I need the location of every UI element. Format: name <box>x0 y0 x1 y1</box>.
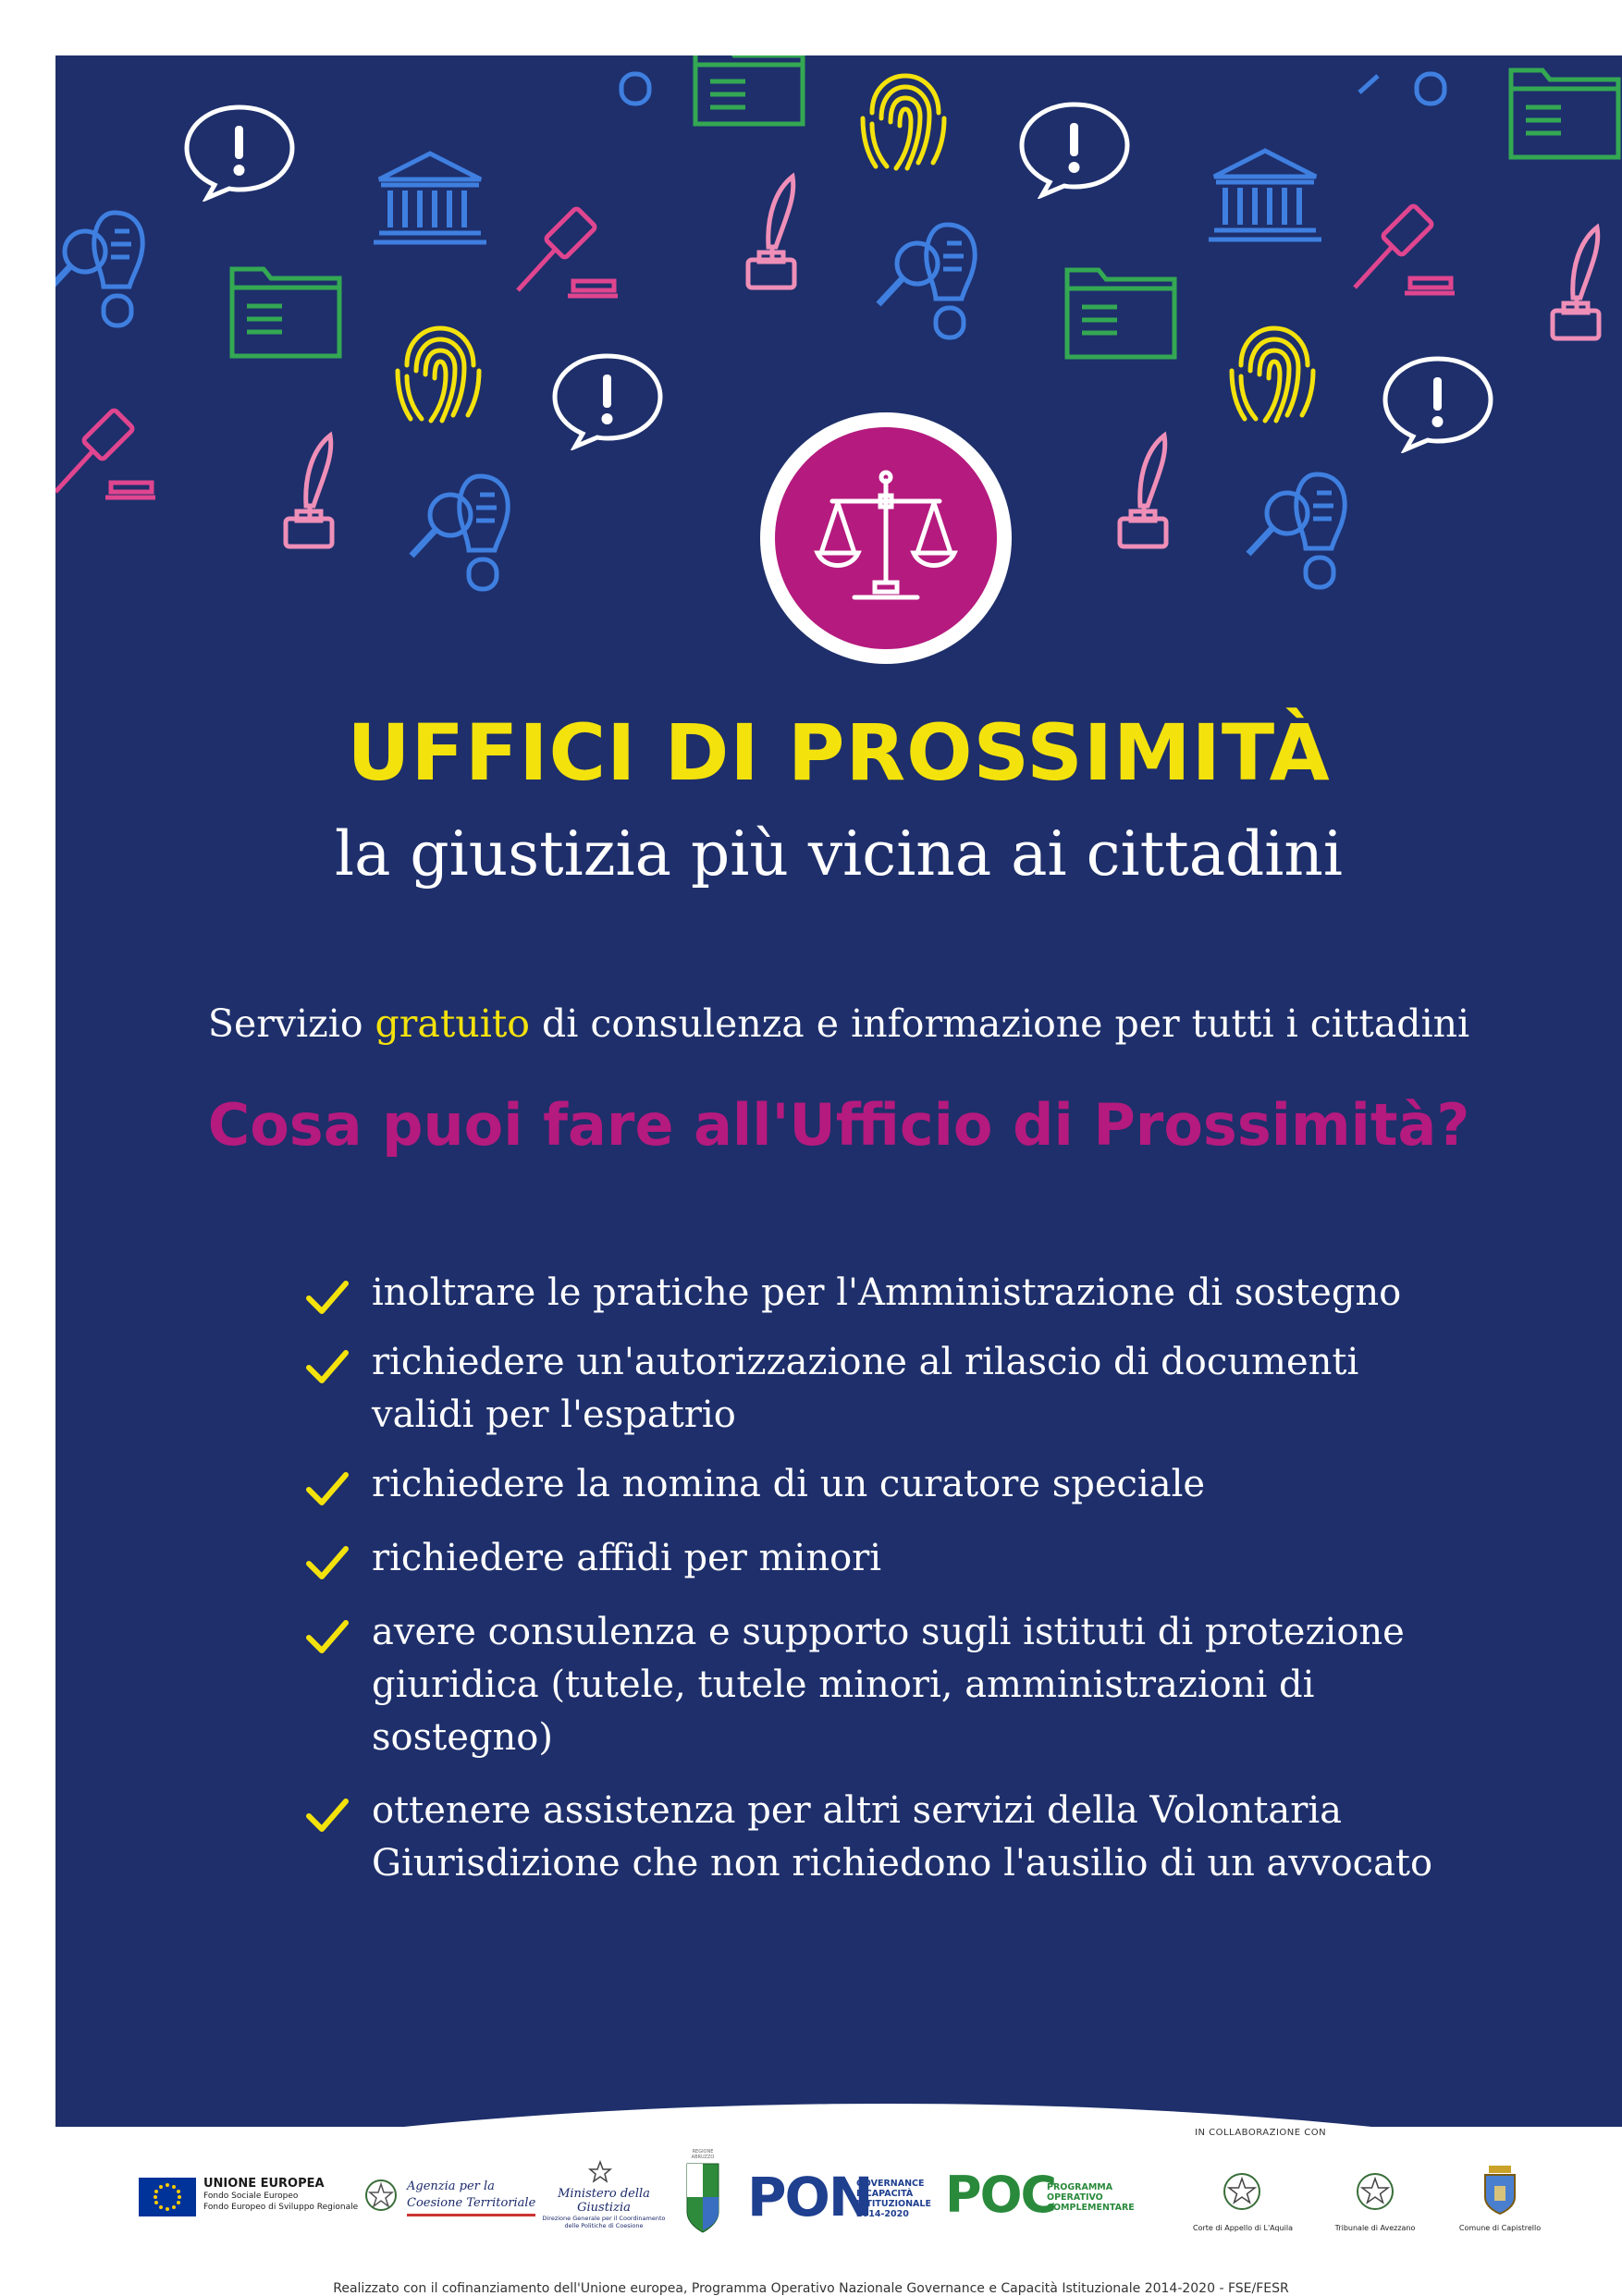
quill-inkwell-icon <box>735 171 809 291</box>
gavel-icon <box>509 203 620 305</box>
scales-emblem <box>760 412 1012 664</box>
poc-logo: POC <box>945 2166 1056 2224</box>
poster <box>55 55 1622 2127</box>
pon-line4: 2014-2020 <box>856 2209 909 2219</box>
checkmark-icon <box>305 1471 350 1508</box>
ministero-giustizia-logo <box>535 2187 673 2229</box>
checkmark-icon <box>305 1619 350 1656</box>
agenzia-coesione-logo <box>407 2179 535 2216</box>
regione-name: REGIONE ABRUZZO <box>691 2149 715 2160</box>
service-highlight-free: gratuito <box>375 1001 530 1046</box>
checkmark-icon <box>305 1349 350 1386</box>
scales-of-justice-icon <box>812 464 960 612</box>
checklist-item <box>305 1785 1452 1890</box>
checklist-item-text: inoltrare le pratiche per l'Amministrazione di sostegno <box>372 1271 1402 1314</box>
speech-bubble-alert-icon <box>1014 97 1135 199</box>
checkmark-icon <box>305 1798 350 1835</box>
service-text-start: Servizio <box>207 1001 375 1046</box>
comune-label: Comune di Capistrello <box>1458 2224 1542 2232</box>
checkmark-icon <box>305 1545 350 1582</box>
folder-icon <box>1505 65 1622 166</box>
checklist-item-text: ottenere assistenza per altri servizi della Volontaria Giurisdizione che non richiedono l'ausilio di un avvocato <box>372 1789 1433 1885</box>
quill-inkwell-icon <box>273 430 347 550</box>
fingerprint-icon <box>1223 319 1324 430</box>
ministero-name: Ministero della Giustizia <box>558 2187 650 2215</box>
ministero-line1: Direzione Generale per il Coordinamento <box>542 2215 666 2222</box>
italian-emblem-icon <box>1221 2167 1263 2216</box>
regione-abruzzo-logo <box>682 2149 723 2238</box>
municipal-crest-icon <box>1481 2164 1518 2216</box>
footprint-magnifier-icon <box>1239 465 1369 595</box>
gavel-icon <box>55 405 157 507</box>
footprint-magnifier-icon <box>402 467 532 596</box>
quill-inkwell-icon <box>1540 222 1614 342</box>
pon-line1: GOVERNANCE <box>856 2179 925 2189</box>
eu-fund-line1: Fondo Sociale Europeo <box>203 2192 299 2201</box>
regione-shield-icon <box>685 2160 720 2234</box>
gavel-icon <box>1346 201 1456 302</box>
pon-line2: E CAPACITÀ <box>856 2189 914 2199</box>
pon-line3: ISTITUZIONALE <box>856 2199 931 2209</box>
pon-logo: PON <box>747 2166 872 2228</box>
poc-subtitle <box>1047 2182 1135 2213</box>
bottom-curve <box>55 2104 1622 2127</box>
quill-inkwell-icon <box>1107 430 1181 550</box>
poc-line1: PROGRAMMA <box>1047 2182 1113 2192</box>
services-checklist <box>305 1267 1452 1890</box>
eu-fund-line2: Fondo Europeo di Sviluppo Regionale <box>203 2203 359 2212</box>
checklist-item <box>305 1267 1452 1320</box>
checklist-item-text: richiedere la nomina di un curatore speciale <box>372 1463 1206 1505</box>
italian-emblem-icon <box>586 2158 614 2186</box>
fingerprint-icon <box>854 67 955 178</box>
poc-line3: COMPLEMENTARE <box>1047 2203 1135 2213</box>
checklist-item-text: richiedere affidi per minori <box>372 1537 882 1579</box>
collaboration-label: IN COLLABORAZIONE CON <box>1195 2128 1327 2138</box>
checkmark-icon <box>305 1280 350 1317</box>
service-line <box>55 1001 1622 1046</box>
section-question: Cosa puoi fare all'Ufficio di Prossimità? <box>207 1091 1470 1159</box>
eu-name: UNIONE EUROPEA <box>203 2177 325 2191</box>
courthouse-icon <box>370 148 490 250</box>
footprint-magnifier-icon <box>555 55 684 148</box>
folder-icon <box>227 264 347 365</box>
ministero-line2: delle Politiche di Coesione <box>564 2222 644 2229</box>
checklist-item <box>305 1336 1452 1442</box>
footprint-magnifier-icon <box>869 215 999 345</box>
footprint-magnifier-icon <box>55 203 166 333</box>
speech-bubble-alert-icon <box>547 349 668 450</box>
checklist-item-text: richiedere un'autorizzazione al rilascio di documenti validi per l'espatrio <box>372 1341 1359 1436</box>
courthouse-icon <box>1205 145 1325 247</box>
speech-bubble-alert-icon <box>1378 351 1498 453</box>
page-title: UFFICI DI PROSSIMITÀ <box>347 707 1331 798</box>
fingerprint-icon <box>388 319 490 430</box>
eu-stars-icon <box>139 2178 196 2216</box>
corte-appello-label: Corte di Appello di L'Aquila <box>1193 2224 1293 2232</box>
service-text-end: di consulenza e informazione per tutti i cittadini <box>530 1001 1470 1046</box>
agenzia-line1: Agenzia per la <box>407 2179 495 2193</box>
agenzia-line2: Coesione Territoriale <box>407 2195 535 2216</box>
eu-logo-text <box>203 2177 358 2213</box>
folder-icon <box>690 55 810 129</box>
italian-emblem-icon <box>362 2173 399 2217</box>
italian-emblem-icon <box>1354 2167 1396 2216</box>
eu-flag-logo <box>139 2178 196 2216</box>
checklist-item <box>305 1606 1452 1764</box>
checklist-item-text: avere consulenza e supporto sugli istituti di protezione giuridica (tutele, tutele minori, amministrazioni di sostegno) <box>372 1611 1405 1759</box>
poc-line2: OPERATIVO <box>1047 2192 1103 2203</box>
checklist-item <box>305 1458 1452 1511</box>
speech-bubble-alert-icon <box>179 100 300 202</box>
footprint-magnifier-icon <box>1350 55 1480 148</box>
tribunale-label: Tribunale di Avezzano <box>1334 2224 1416 2232</box>
cofinancing-footnote: Realizzato con il cofinanziamento dell'Unione europea, Programma Operativo Nazionale Governance e Capacità Istituzionale 2014-2020 - FSE/FESR <box>333 2281 1289 2296</box>
pon-subtitle <box>856 2179 931 2219</box>
subtitle: la giustizia più vicina ai cittadini <box>334 818 1344 890</box>
folder-icon <box>1062 264 1182 366</box>
checklist-item <box>305 1532 1452 1585</box>
